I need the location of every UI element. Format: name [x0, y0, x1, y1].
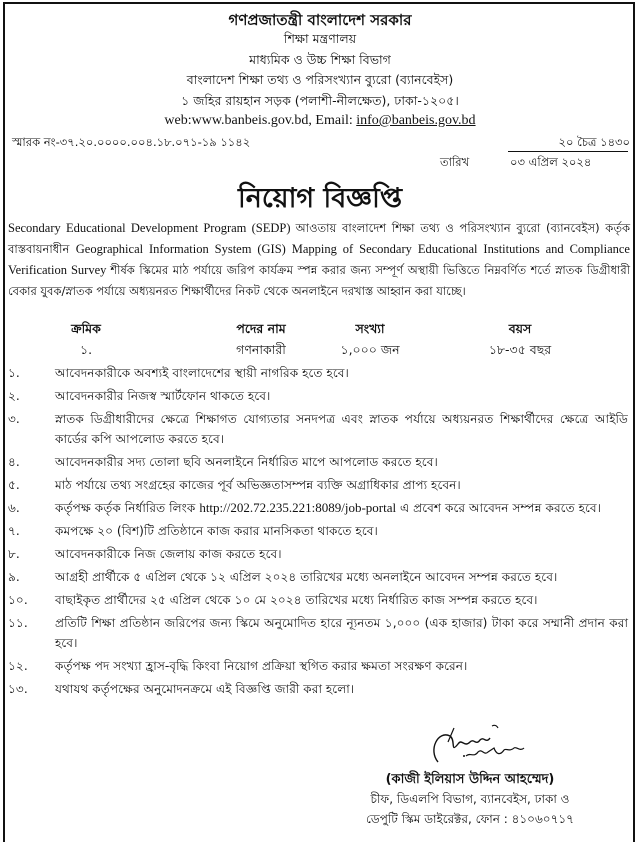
condition-number: ১০. [8, 593, 28, 607]
condition-number: ৭. [8, 524, 20, 538]
condition-item [8, 409, 628, 449]
condition-number: ৫. [8, 478, 20, 492]
condition-number: ২. [8, 389, 20, 403]
condition-item [8, 521, 628, 541]
notice-title: নিয়োগ বিজ্ঞপ্তি [237, 183, 403, 214]
condition-text-post: এ প্রবেশ করে আবেদন সম্পন্ন করতে হবে। [396, 501, 602, 515]
condition-number: ৪. [8, 455, 20, 469]
signatory-name: (কাজী ইলিয়াস উদ্দিন আহম্মেদ) [385, 772, 555, 787]
condition-text: স্নাতক ডিগ্রীধারীদের ক্ষেত্রে শিক্ষাগত যোগ্যতার সনদপত্র এবং স্নাতক পর্যায়ে অধ্যয়নরত শিক্ষার্থীদের ক্ষেত্রে আইডি কার্ডের কপি আপলোড করতে হবে। [55, 412, 628, 446]
condition-item [8, 544, 628, 564]
cell-count: ১,০০০ জন [340, 342, 400, 357]
condition-item [8, 363, 628, 383]
condition-text: আবেদনকারীর সদ্য তোলা ছবি অনলাইনে নির্ধারিত মাপে আপলোড করতে হবে। [55, 455, 438, 469]
intro-survey: Geographical Information System (GIS) Mapping of Secondary Educational Institutions and Compliance Verification Survey [8, 242, 630, 277]
condition-item [8, 656, 628, 676]
date-gregorian: ০৩ এপ্রিল ২০২৪ [510, 155, 592, 169]
intro-call: শীর্ষক স্কিমের মাঠ পর্যায়ে জরিপ কার্যক্রম স্পন্ন করার জন্য সম্পূর্ণ অস্থায়ী ভিত্তিতে নিম্নবর্ণিত শর্তে স্নাতক ডিগ্রীধারী বেকার যুবক/স্নাতক পর্যায়ে অধ্যয়নরত শিক্ষার্থীদের নিকট থেকে অনলাইনে দরখাস্ত আহ্বান করা যাচ্ছে। [8, 263, 630, 298]
condition-item [8, 613, 628, 653]
division-name: মাধ্যমিক ও উচ্চ শিক্ষা বিভাগ [249, 52, 391, 67]
condition-item [8, 679, 628, 699]
condition-text: আবেদনকারীর নিজস্ব স্মার্টফোন থাকতে হবে। [55, 389, 271, 403]
ministry-name: শিক্ষা মন্ত্রণালয় [283, 31, 357, 46]
memo-number: স্মারক নং-৩৭.২০.০০০০.০০৪.১৮.০৭১-১৯ ১১৪২ [12, 135, 251, 149]
intro-program: Secondary Educational Development Program (SEDP) [8, 221, 296, 235]
condition-text: কর্তৃপক্ষ পদ সংখ্যা হ্রাস-বৃদ্ধি কিংবা নিয়োগ প্রক্রিয়া স্থগিত করার ক্ষমতা সংরক্ষণ করেন। [55, 659, 468, 673]
condition-number: ৯. [8, 570, 20, 584]
signatory-designation: চীফ, ডিএলপি বিভাগ, ব্যানবেইস, ঢাকা ও [370, 792, 570, 806]
government-heading: গণপ্রজাতন্ত্রী বাংলাদেশ সরকার [228, 11, 412, 29]
email-link[interactable]: info@banbeis.gov.bd [356, 113, 476, 128]
condition-text: আগ্রহী প্রার্থীকে ৫ এপ্রিল থেকে ১২ এপ্রিল ২০২৪ তারিখের মধ্যে অনলাইনে আবেদন সম্পন্ন করতে হবে। [55, 570, 558, 584]
intro-paragraph [8, 218, 630, 302]
condition-number: ১. [8, 366, 20, 380]
condition-text: কমপক্ষে ২০ (বিশ)টি প্রতিষ্ঠানে কাজ করার মানসিকতা থাকতে হবে। [55, 524, 378, 538]
condition-number: ১৩. [8, 682, 28, 696]
condition-text: আবেদনকারীকে নিজ জেলায় কাজ করতে হবে। [55, 547, 282, 561]
conditions-list [8, 363, 628, 702]
date-divider [508, 151, 628, 152]
header-count: সংখ্যা [355, 321, 385, 336]
condition-text: যথাযথ কর্তৃপক্ষের অনুমোদনক্রমে এই বিজ্ঞপ্তি জারী করা হলো। [55, 682, 355, 696]
bureau-name: বাংলাদেশ শিক্ষা তথ্য ও পরিসংখ্যান ব্যুরো (ব্যানবেইস) [186, 72, 454, 87]
condition-item [8, 567, 628, 587]
condition-text: বাছাইকৃত প্রার্থীদের ২৫ এপ্রিল থেকে ১০ মে ২০২৪ তারিখের মধ্যে নির্ধারিত কাজ সম্পন্ন করতে হবে। [55, 593, 538, 607]
condition-text [55, 498, 628, 518]
condition-number: ১১. [8, 616, 28, 630]
cell-serial: ১. [79, 342, 93, 357]
header-age: বয়স [508, 321, 532, 336]
condition-text-pre: কর্তৃপক্ষ কর্তৃক নির্ধারিত লিংক [55, 501, 200, 515]
header-post: পদের নাম [236, 321, 286, 336]
intro-bureau: আওতায় বাংলাদেশ শিক্ষা তথ্য ও পরিসংখ্যান ব্যুরো (ব্যানবেইস) কর্তৃক বাস্তবায়নাধীন [8, 221, 630, 256]
condition-number: ৩. [8, 412, 20, 426]
condition-number: ৬. [8, 501, 20, 515]
cell-age: ১৮-৩৫ বছর [488, 342, 552, 357]
web-label: web:www.banbeis.gov.bd, Email: [164, 113, 357, 128]
condition-item [8, 452, 628, 472]
date-label: তারিখ [440, 155, 470, 169]
condition-text: মাঠ পর্যায়ে তথ্য সংগ্রহের কাজের পূর্ব অভিজ্ঞতাসম্পন্ন ব্যক্তি অগ্রাধিকার প্রাপ্য হবেন। [55, 478, 461, 492]
condition-text: আবেদনকারীকে অবশ্যই বাংলাদেশের স্থায়ী নাগরিক হতে হবে। [55, 366, 349, 380]
date-bangla: ২০ চৈত্র ১৪৩০ [558, 135, 630, 149]
cell-post: গণনাকারী [236, 342, 286, 357]
contact-line [0, 113, 640, 129]
condition-item [8, 590, 628, 610]
condition-item [8, 475, 628, 495]
job-portal-link[interactable]: http://202.72.235.221:8089/job-portal [199, 500, 397, 515]
header-serial: ক্রমিক [71, 321, 101, 336]
condition-text: প্রতিটি শিক্ষা প্রতিষ্ঠান জরিপের জন্য স্কিমে অনুমোদিত হারে ন্যূনতম ১,০০০ (এক হাজার) টাকা করে সম্মানী প্রদান করা হবে। [55, 616, 628, 650]
signatory-phone: ডেপুটি স্কিম ডাইরেক্টর, ফোন : ৪১০৬০৭১৭ [366, 812, 574, 826]
signature-image [420, 722, 550, 772]
condition-item [8, 498, 628, 518]
condition-item [8, 386, 628, 406]
office-address: ১ জহির রায়হান সড়ক (পলাশী-নীলক্ষেত), ঢাকা-১২০৫। [181, 93, 459, 108]
condition-number: ৮. [8, 547, 20, 561]
condition-number: ১২. [8, 659, 28, 673]
